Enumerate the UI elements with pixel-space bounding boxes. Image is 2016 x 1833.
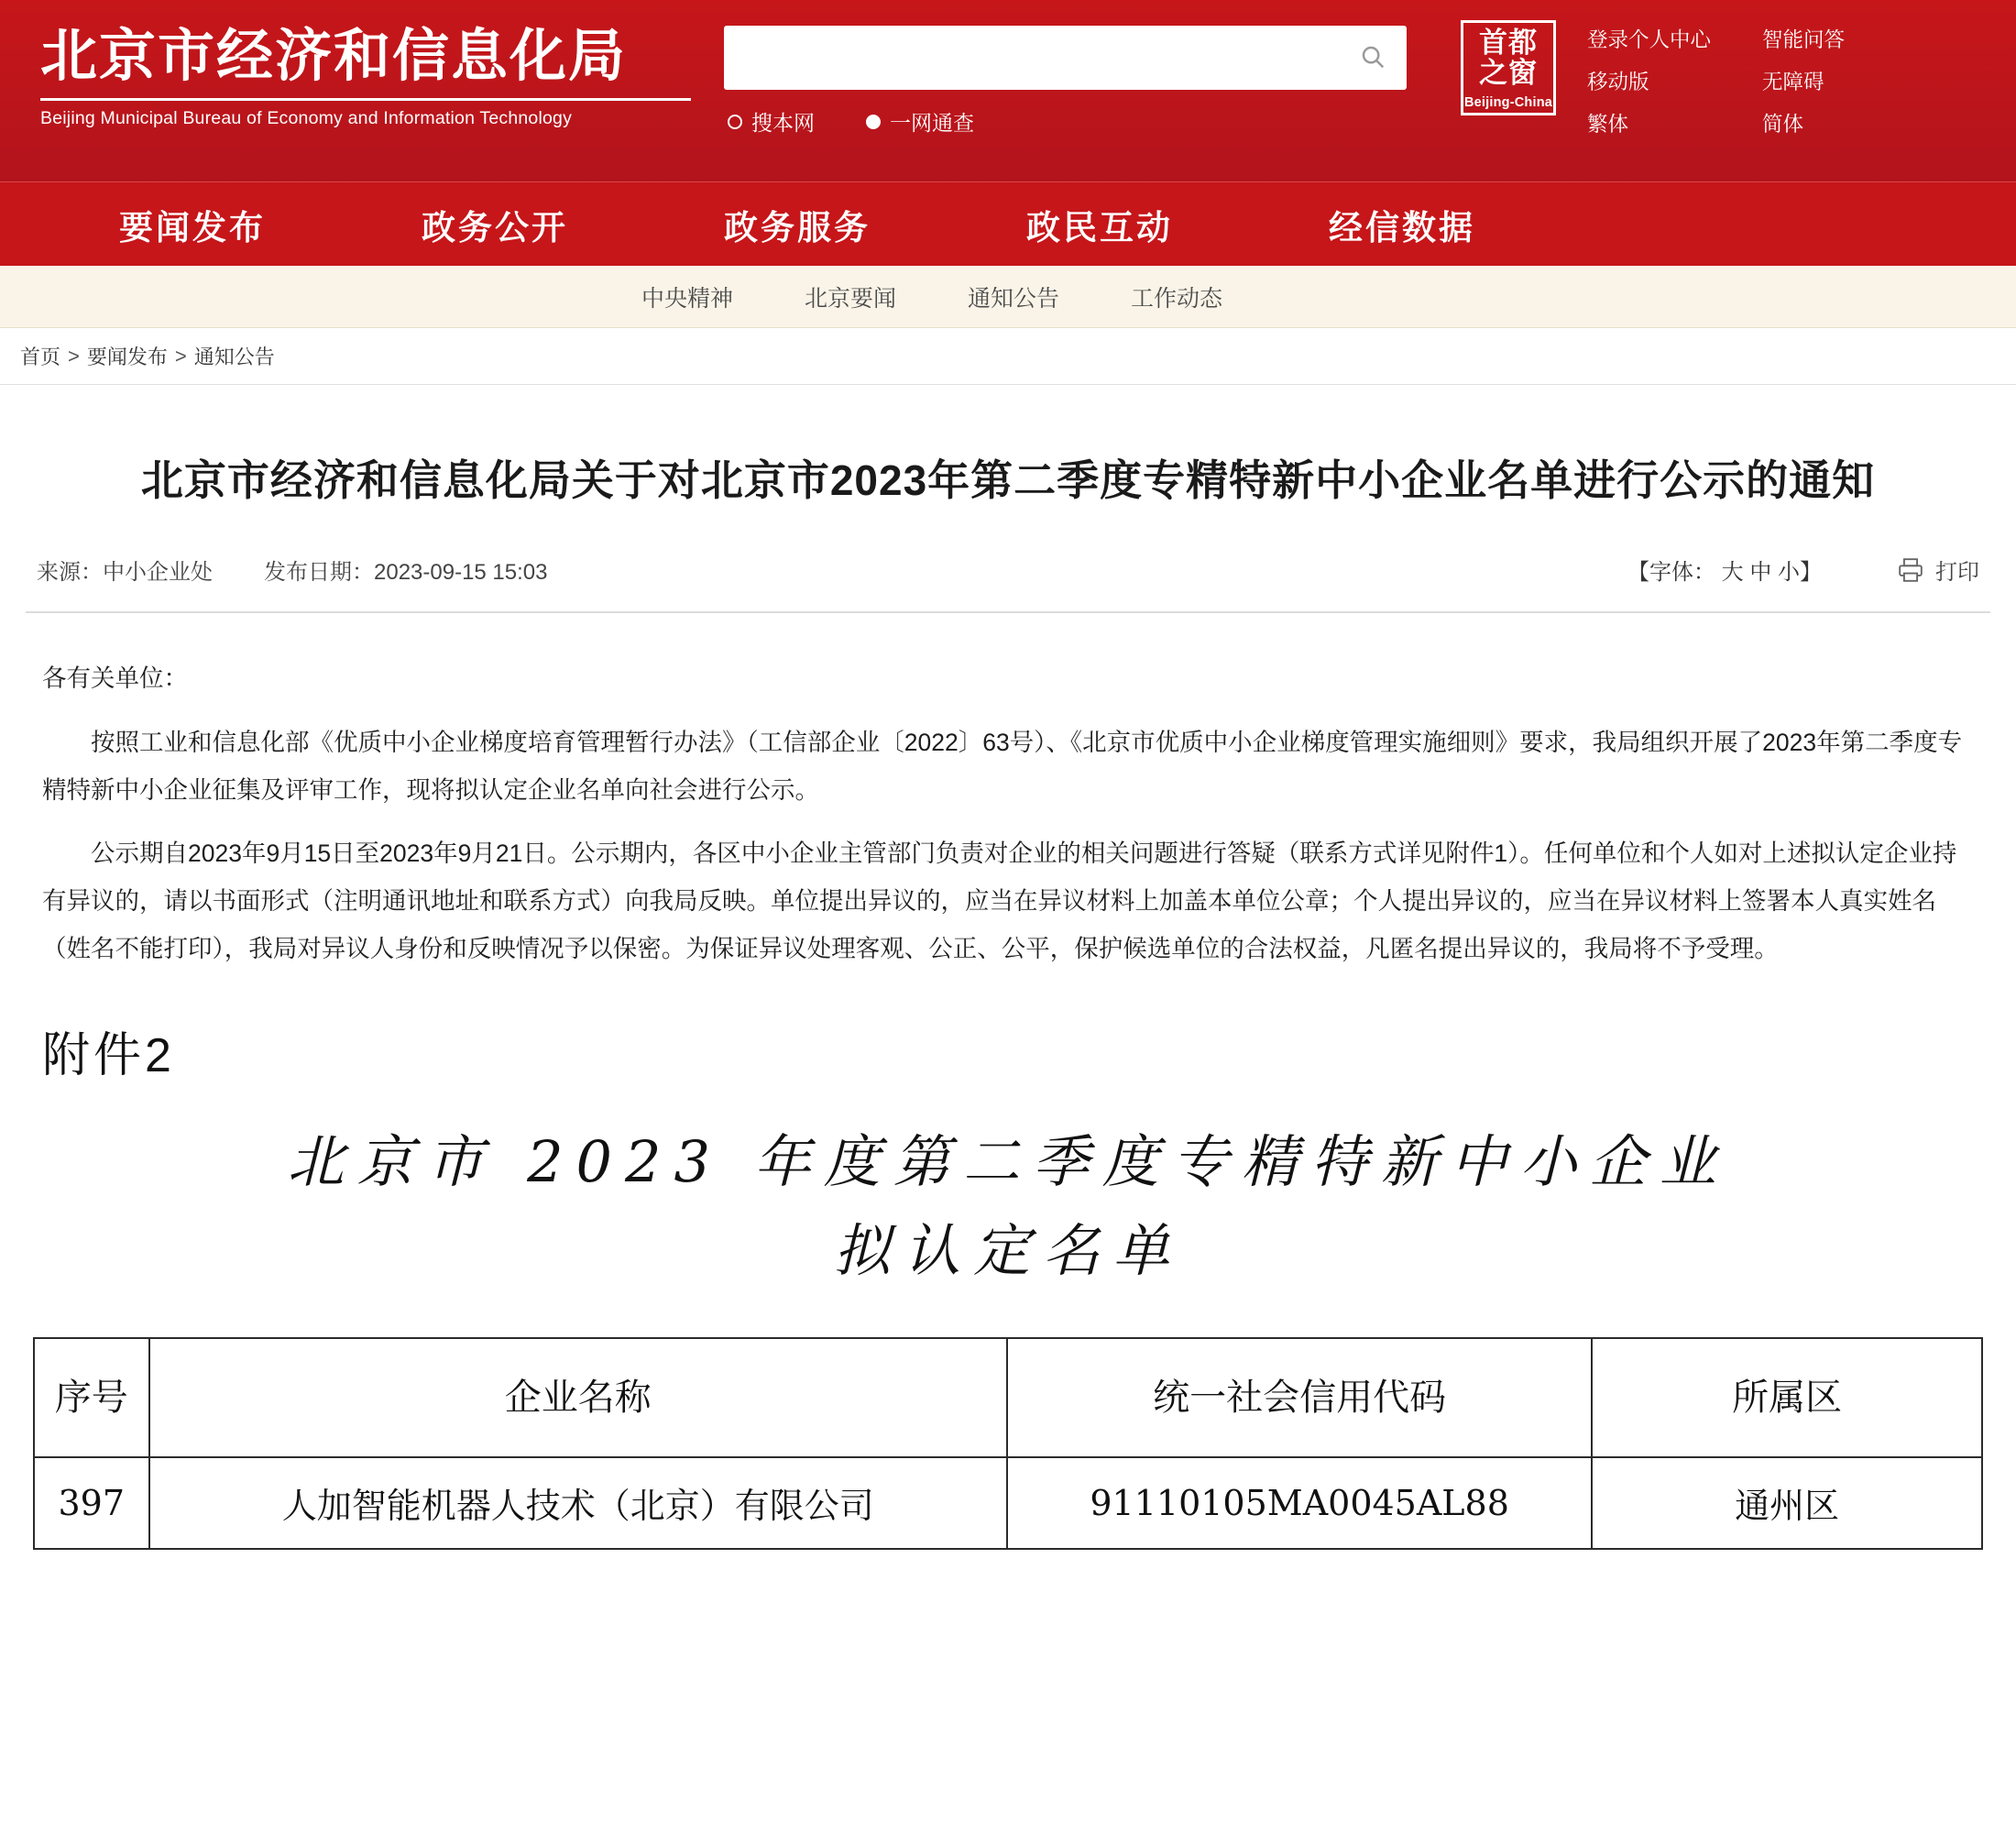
main-nav <box>0 181 2016 266</box>
sub-nav <box>0 266 2016 328</box>
cell-enterprise-name: 人加智能机器人技术（北京）有限公司 <box>149 1457 1007 1549</box>
attachment-label: 附件2 <box>42 1029 175 1083</box>
nav-item-data[interactable]: 经信数据 <box>1329 208 1475 247</box>
seal-char-1: 首 <box>1479 27 1508 60</box>
nav-item-news[interactable]: 要闻发布 <box>119 208 266 247</box>
page-title: 北京市经济和信息化局关于对北京市2023年第二季度专精特新中小企业名单进行公示的通知 <box>140 456 1876 504</box>
subnav-item-work-updates[interactable]: 工作动态 <box>1131 285 1223 312</box>
search-input[interactable] <box>724 26 1407 90</box>
subnav-item-beijing-news[interactable]: 北京要闻 <box>805 285 897 312</box>
table-col-district: 所属区 <box>1592 1338 1982 1457</box>
cell-index: 397 <box>34 1457 149 1549</box>
beijing-china-seal[interactable] <box>1461 20 1556 115</box>
link-personal-center[interactable]: 登录个人中心 <box>1587 28 1712 51</box>
cell-credit-code: 91110105MA0045AL88 <box>1007 1457 1592 1549</box>
article-date-label: 发布日期： <box>264 560 374 586</box>
brand-title-cn: 北京市经济和信息化局 <box>40 25 628 88</box>
table-col-index: 序号 <box>34 1338 149 1457</box>
breadcrumb-separator-1: > <box>68 344 80 368</box>
link-mobile-version[interactable]: 移动版 <box>1587 71 1649 93</box>
print-label: 打印 <box>1935 560 1979 586</box>
print-button[interactable] <box>1897 554 1979 586</box>
article-date-value: 2023-09-15 15:03 <box>374 560 548 586</box>
cell-district: 通州区 <box>1592 1457 1982 1549</box>
radio-circle-icon <box>728 115 742 129</box>
subnav-item-notices[interactable]: 通知公告 <box>968 285 1060 312</box>
nav-item-government-affairs[interactable]: 政务公开 <box>422 208 568 247</box>
brand-divider <box>40 98 691 101</box>
brand-title-en: Beijing Municipal Bureau of Economy and Information Technology <box>40 108 573 129</box>
utility-links-col-2 <box>1762 24 1845 137</box>
search-box[interactable] <box>724 26 1407 90</box>
enterprise-table <box>33 1337 1983 1550</box>
breadcrumb <box>0 328 2016 385</box>
article-date <box>264 554 548 586</box>
search-scope-local[interactable] <box>728 106 815 137</box>
link-accessibility[interactable]: 无障碍 <box>1762 71 1824 93</box>
search-scope-options <box>724 106 1420 137</box>
article-meta-left <box>37 554 548 586</box>
search-icon[interactable] <box>1359 43 1386 71</box>
table-header-row <box>34 1338 1982 1457</box>
table-col-credit-code: 统一社会信用代码 <box>1007 1338 1592 1457</box>
search-scope-all-label: 一网通查 <box>890 111 974 135</box>
search-scope-local-label: 搜本网 <box>751 111 815 135</box>
nav-item-public-interaction[interactable]: 政民互动 <box>1026 208 1173 247</box>
breadcrumb-separator-2: > <box>174 344 187 368</box>
radio-filled-icon <box>866 115 881 129</box>
article-meta <box>26 510 1990 613</box>
seal-en-text: Beijing-China <box>1463 95 1553 111</box>
breadcrumb-item-home[interactable]: 首页 <box>20 346 61 368</box>
seal-char-2: 都 <box>1508 27 1538 60</box>
search-scope-all[interactable] <box>866 106 974 137</box>
attachment-title <box>26 1085 1990 1322</box>
utility-links <box>1587 24 1845 137</box>
article-meta-right <box>1627 554 1979 586</box>
site-brand[interactable] <box>0 0 724 129</box>
printer-icon <box>1897 558 1924 582</box>
site-header <box>0 0 2016 181</box>
table-col-enterprise-name: 企业名称 <box>149 1338 1007 1457</box>
table-row <box>34 1457 1982 1549</box>
seal-char-3: 之 <box>1479 56 1508 90</box>
article-body <box>26 613 1990 972</box>
article-source-label: 来源： <box>37 560 103 586</box>
article-paragraph-1: 按照工业和信息化部《优质中小企业梯度培育管理暂行办法》（工信部企业〔2022〕63号）、《北京市优质中小企业梯度管理实施细则》要求，我局组织开展了2023年第二季度专精特新中小企业征集及评审工作，现将拟认定企业名单向社会进行公示。 <box>42 729 1963 804</box>
article-source <box>37 554 213 586</box>
article-source-value: 中小企业处 <box>103 560 213 586</box>
breadcrumb-item-news[interactable]: 要闻发布 <box>86 346 168 368</box>
link-traditional-chinese[interactable]: 繁体 <box>1587 113 1629 136</box>
attachment-title-line2: 拟认定名单 <box>833 1216 1182 1284</box>
link-smart-qa[interactable]: 智能问答 <box>1762 28 1846 51</box>
utility-links-col-1 <box>1587 24 1711 137</box>
article <box>0 385 2016 1550</box>
link-simplified-chinese[interactable]: 简体 <box>1762 113 1804 136</box>
font-size-control[interactable]: 【字体： 大 中 小】 <box>1627 560 1822 586</box>
breadcrumb-item-notices[interactable]: 通知公告 <box>193 346 275 368</box>
subnav-item-central-spirit[interactable]: 中央精神 <box>641 285 734 312</box>
search-area <box>724 0 1420 137</box>
seal-char-4: 窗 <box>1508 56 1538 90</box>
article-paragraph-0: 各有关单位： <box>42 664 188 693</box>
nav-item-government-services[interactable]: 政务服务 <box>724 208 871 247</box>
article-paragraph-2: 公示期自2023年9月15日至2023年9月21日。公示期内，各区中小企业主管部门负责对企业的相关问题进行答疑（联系方式详见附件1）。任何单位和个人如对上述拟认定企业持有异议的，请以书面形式（注明通讯地址和联系方式）向我局反映。单位提出异议的，应当在异议材料上加盖本单位公章；个人提出异议的，应当在异议材料上签署本人真实姓名（姓名不能打印），我局对异议人身份和反映情况予以保密。为保证异议处理客观、公正、公平，保护候选单位的合法权益，凡匿名提出异议的，我局将不予受理。 <box>42 840 1957 962</box>
attachment-title-line1: 北京市 2023 年度第二季度专精特新中小企业 <box>287 1128 1729 1196</box>
seal-cn-text <box>1463 28 1553 88</box>
